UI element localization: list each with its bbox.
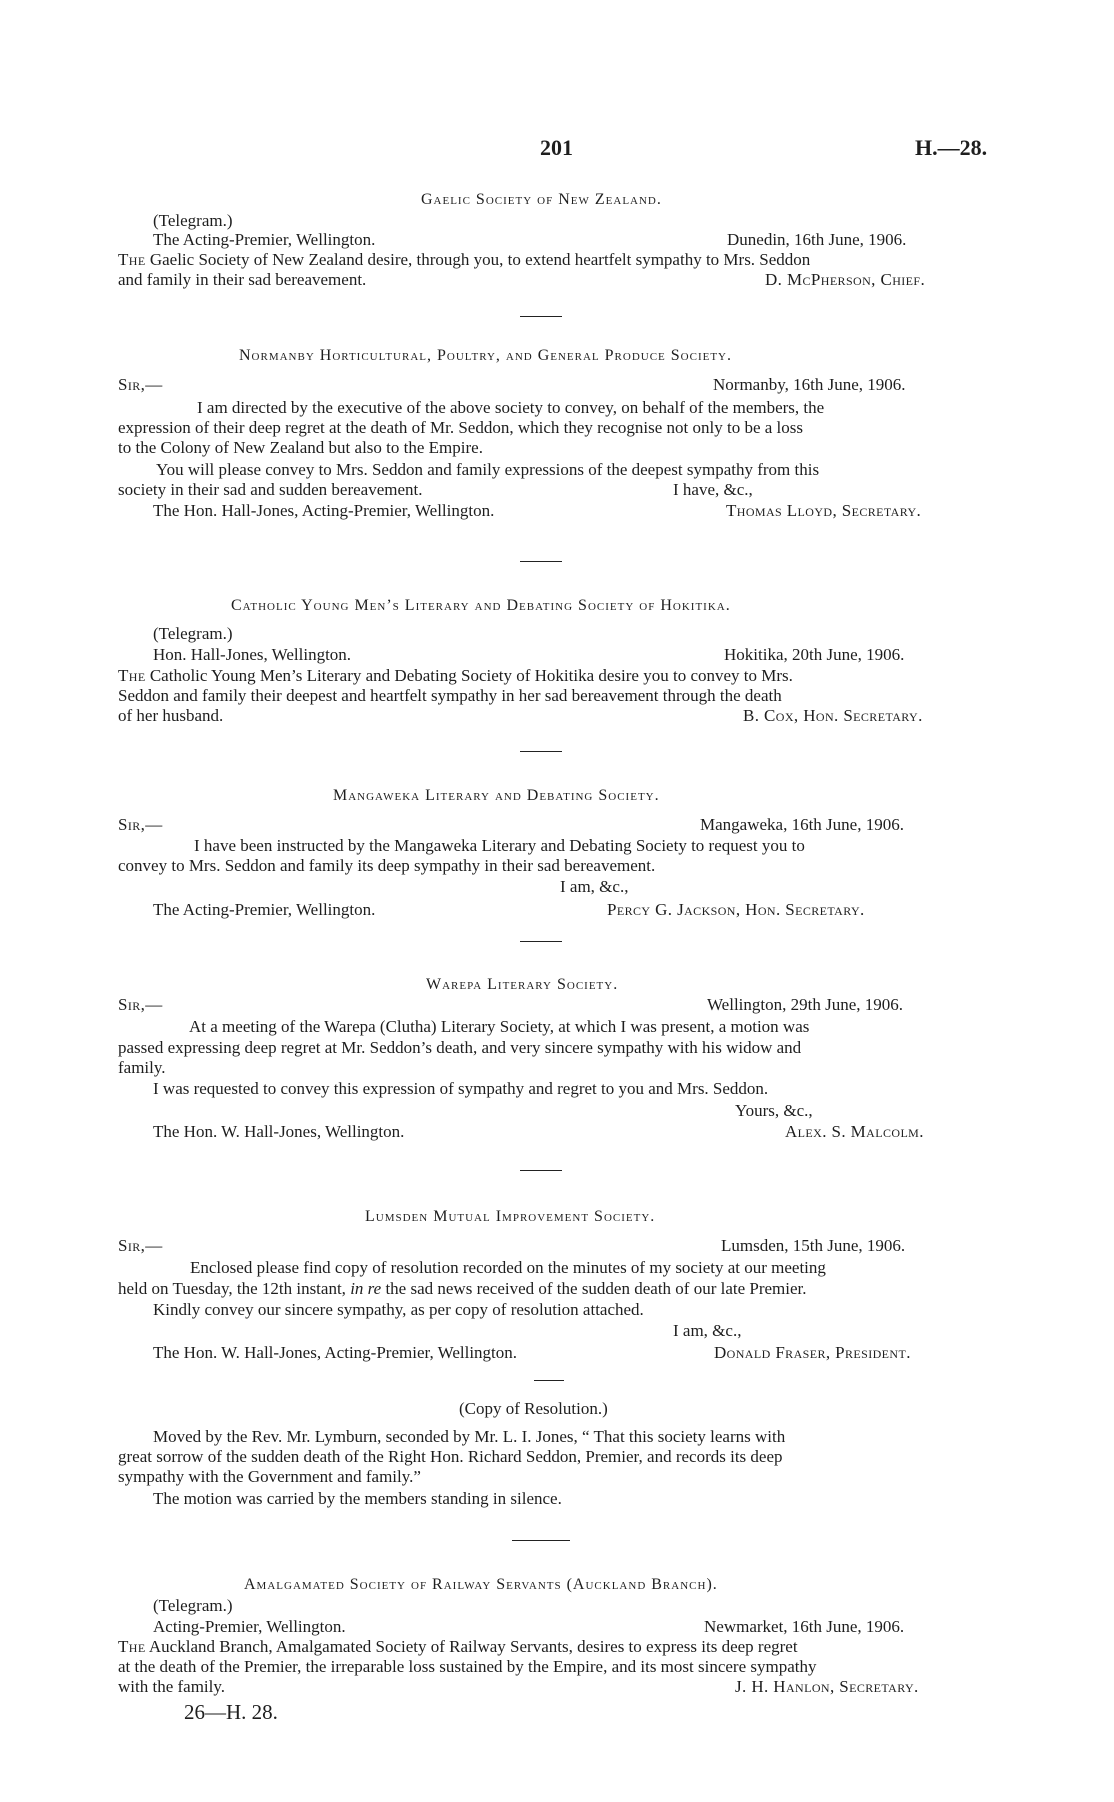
dateline: Mangaweka, 16th June, 1906. [700, 815, 904, 834]
resolution-line: sympathy with the Government and family.” [118, 1467, 421, 1486]
lead-word: The [118, 666, 146, 685]
body-line: At a meeting of the Warepa (Clutha) Literary Society, at which I was present, a motion was [189, 1017, 810, 1036]
salutation: Sir,— [118, 375, 163, 394]
addressee: Acting-Premier, Wellington. [153, 1617, 346, 1636]
addressee: Hon. Hall-Jones, Wellington. [153, 645, 352, 664]
signature: J. H. Hanlon, Secretary. [735, 1677, 919, 1696]
body-line: Kindly convey our sincere sympathy, as per copy of resolution attached. [153, 1300, 644, 1319]
addressee: The Hon. Hall-Jones, Acting-Premier, Wellington. [153, 501, 495, 520]
closing: I am, &c., [560, 877, 629, 896]
document-reference: H.—28. [915, 135, 988, 160]
body-text: held on Tuesday, the 12th instant, [118, 1279, 346, 1298]
dateline: Lumsden, 15th June, 1906. [721, 1236, 906, 1255]
body-line: I have been instructed by the Mangaweka Literary and Debating Society to request you to [194, 836, 805, 855]
section-title: Mangaweka Literary and Debating Society. [333, 787, 660, 804]
body-line: I am directed by the executive of the above society to convey, on behalf of the members, the [197, 398, 825, 417]
section-title: Warepa Literary Society. [426, 976, 619, 993]
dateline: Hokitika, 20th June, 1906. [724, 645, 905, 664]
body-line: expression of their deep regret at the death of Mr. Seddon, which they recognise not only to be a loss [118, 418, 804, 437]
addressee: The Acting-Premier, Wellington. [153, 900, 376, 919]
section-title: Normanby Horticultural, Poultry, and General Produce Society. [239, 347, 732, 364]
salutation: Sir,— [118, 995, 163, 1014]
body-line: society in their sad and sudden bereavement. [118, 480, 423, 499]
section-divider [520, 941, 562, 942]
body-text: Auckland Branch, Amalgamated Society of Railway Servants, desires to express its deep regret [148, 1637, 798, 1656]
resolution-title: (Copy of Resolution.) [459, 1399, 608, 1418]
body-line [118, 1279, 807, 1299]
page-number: 201 [540, 135, 573, 160]
closing: I have, &c., [673, 480, 753, 499]
resolution-line: great sorrow of the sudden death of the Right Hon. Richard Seddon, Premier, and records its deep [118, 1447, 783, 1466]
body-line: with the family. [118, 1677, 226, 1696]
section-divider [520, 751, 562, 752]
section-title: Amalgamated Society of Railway Servants (Auckland Branch). [244, 1576, 718, 1593]
addressee: The Acting-Premier, Wellington. [153, 230, 376, 249]
signature: D. McPherson, Chief. [765, 270, 926, 289]
body-line [118, 666, 998, 686]
body-text: Catholic Young Men’s Literary and Debating Society of Hokitika desire you to convey to Mrs. [149, 666, 793, 685]
addressee: The Hon. W. Hall-Jones, Wellington. [153, 1122, 405, 1141]
signature-mark: 26—H. 28. [184, 1700, 278, 1724]
body-line [118, 1637, 998, 1657]
body-line: to the Colony of New Zealand but also to the Empire. [118, 438, 483, 457]
body-line: at the death of the Premier, the irreparable loss sustained by the Empire, and its most sincere sympathy [118, 1657, 817, 1676]
lead-word: The [118, 250, 146, 269]
body-line: You will please convey to Mrs. Seddon and family expressions of the deepest sympathy from this [156, 460, 820, 479]
body-text: the sad news received of the sudden death of our late Premier. [385, 1279, 807, 1298]
telegram-label: (Telegram.) [153, 624, 233, 643]
signature: Donald Fraser, President. [714, 1343, 911, 1362]
section-title: Gaelic Society of New Zealand. [421, 191, 662, 208]
short-divider [534, 1380, 564, 1381]
dateline: Newmarket, 16th June, 1906. [704, 1617, 905, 1636]
section-title: Lumsden Mutual Improvement Society. [365, 1208, 656, 1225]
section-divider [512, 1540, 570, 1541]
telegram-label: (Telegram.) [153, 1596, 233, 1615]
salutation: Sir,— [118, 815, 163, 834]
section-title: Catholic Young Men’s Literary and Debating Society of Hokitika. [231, 597, 731, 614]
body-text: Gaelic Society of New Zealand desire, through you, to extend heartfelt sympathy to Mrs. Seddon [149, 250, 811, 269]
body-line: convey to Mrs. Seddon and family its deep sympathy in their sad bereavement. [118, 856, 656, 875]
salutation: Sir,— [118, 1236, 163, 1255]
body-line: Seddon and family their deepest and heartfelt sympathy in her sad bereavement through the death [118, 686, 782, 705]
dateline: Normanby, 16th June, 1906. [713, 375, 906, 394]
italic-text: in re [350, 1279, 382, 1298]
section-divider [520, 561, 562, 562]
dateline: Dunedin, 16th June, 1906. [727, 230, 907, 249]
dateline: Wellington, 29th June, 1906. [707, 995, 904, 1014]
signature: B. Cox, Hon. Secretary. [743, 706, 923, 725]
signature: Thomas Lloyd, Secretary. [726, 501, 922, 520]
resolution-line: Moved by the Rev. Mr. Lymburn, seconded by Mr. L. I. Jones, “ That this society learns with [153, 1427, 786, 1446]
section-divider [520, 1170, 562, 1171]
lead-word: The [118, 1637, 146, 1656]
body-line: passed expressing deep regret at Mr. Seddon’s death, and very sincere sympathy with his widow and [118, 1038, 802, 1057]
body-line: Enclosed please find copy of resolution recorded on the minutes of my society at our meeting [190, 1258, 826, 1277]
signature: Percy G. Jackson, Hon. Secretary. [607, 900, 865, 919]
resolution-line: The motion was carried by the members standing in silence. [153, 1489, 562, 1508]
section-divider [520, 316, 562, 317]
body-line: I was requested to convey this expression of sympathy and regret to you and Mrs. Seddon. [153, 1079, 769, 1098]
body-line: family. [118, 1058, 166, 1077]
closing: I am, &c., [673, 1321, 742, 1340]
telegram-label: (Telegram.) [153, 211, 233, 230]
closing: Yours, &c., [735, 1101, 813, 1120]
addressee: The Hon. W. Hall-Jones, Acting-Premier, Wellington. [153, 1343, 518, 1362]
body-line [118, 250, 998, 270]
body-line: of her husband. [118, 706, 224, 725]
body-line: and family in their sad bereavement. [118, 270, 367, 289]
signature: Alex. S. Malcolm. [785, 1122, 924, 1141]
